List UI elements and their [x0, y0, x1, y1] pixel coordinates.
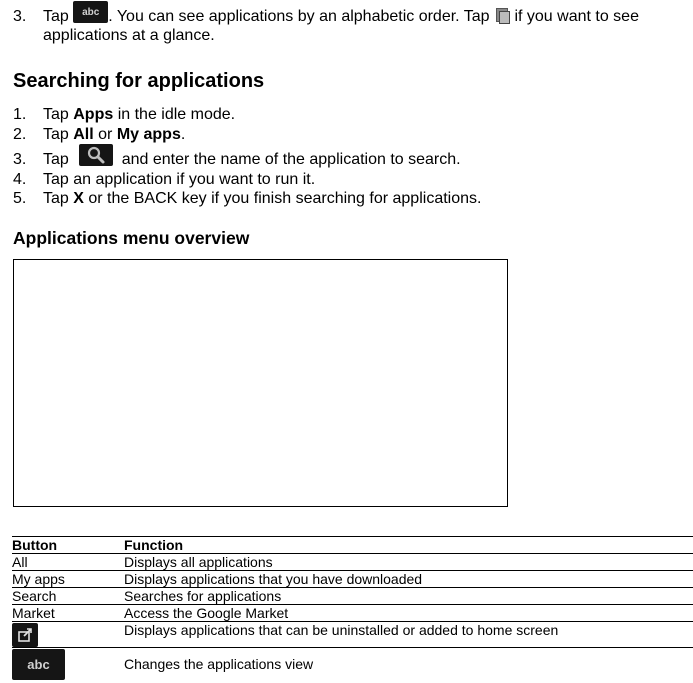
- screenshot-frame: [13, 259, 508, 507]
- overview-heading: Applications menu overview: [13, 228, 250, 248]
- section-heading: Searching for applications: [13, 70, 265, 92]
- abc-view-icon: abc: [12, 649, 65, 680]
- step-text: if you want to see: [510, 8, 639, 25]
- table-header-row: [12, 537, 693, 554]
- table-row: Displays applications that can be uninstalled or added to home screen: [12, 622, 693, 648]
- table-row: Market Access the Google Market: [12, 605, 693, 622]
- abc-view-icon: abc: [73, 1, 108, 23]
- step-text: Tap: [43, 8, 74, 25]
- button-function-table: [12, 536, 693, 681]
- search-step-5: 5. Tap X or the BACK key if you finish searching for applications.: [13, 190, 482, 207]
- header-function: Function: [124, 537, 184, 553]
- table-row: abc Changes the applications view: [12, 648, 693, 681]
- table-row: All Displays all applications: [12, 554, 693, 571]
- search-icon: [79, 144, 113, 166]
- step-number: 3.: [13, 8, 27, 25]
- search-step-3: 3. Tap and enter the name of the application to search.: [13, 150, 461, 169]
- search-step-2: 2. Tap All or My apps.: [13, 126, 186, 143]
- step-3-intro-line2: applications at a glance.: [43, 27, 215, 44]
- header-button: Button: [12, 537, 58, 553]
- table-row: Search Searches for applications: [12, 588, 693, 605]
- table-row: My apps Displays applications that you have downloaded: [12, 571, 693, 588]
- grid-view-icon: [494, 7, 510, 23]
- step-3-intro: [13, 7, 639, 26]
- step-text: . You can see applications by an alphabetic order. Tap: [108, 8, 495, 25]
- edit-icon: [12, 623, 38, 647]
- search-step-4: 4. Tap an application if you want to run it.: [13, 171, 316, 188]
- search-step-1: 1. Tap Apps in the idle mode.: [13, 106, 236, 123]
